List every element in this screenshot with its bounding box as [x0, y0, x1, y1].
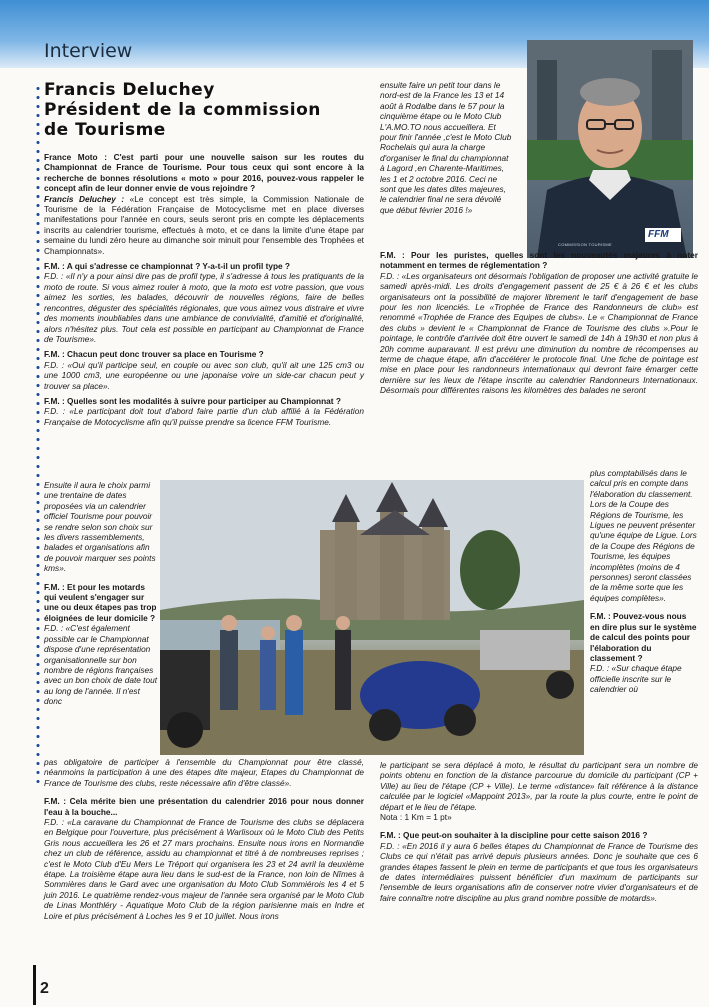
qa1-answer: F.D. : «Il n'y a pour ainsi dire pas de profil type, il s'adresse à tous les pratiquants de la moto de route. Si vous aimez rouler à moto, que la moto est votre passion, que vous aimez les sorties, les balades, découvrir de nouvelles régions, faire de belles rencontres, déguster des spécialités régionales, que vous aimez vous distraire et vivre des moments inoubliables dans une ambiance de convivialité, d'amitié et d'originalité, alors n'hésitez plus. Tout cela est possible en participant au Championnat de France de Tourisme». [44, 271, 364, 344]
qa7-question: F.M. : Pouvez-vous nous en dire plus sur le système de calcul des points pour l'élaboration du classement ? [590, 611, 697, 663]
title-line-role-2: de Tourisme [44, 120, 166, 140]
article-title [44, 80, 374, 140]
qa4-answer-cont: pas obligatoire de participer à l'ensemble du Championnat pour être classé, néanmoins la participation à une des étapes dite majeur, Etapes du Championnat de France de Tourisme des clubs, reste nécessaire afin d'être classé». [44, 757, 364, 788]
right-top-column [380, 80, 512, 220]
qa8-question: F.M. : Que peut-on souhaiter à la discipline pour cette saison 2016 ? [380, 830, 648, 841]
qa6-answer: F.D. : «Les organisateurs ont désormais l'obligation de proposer une activité gratuite le samedi après-midi. Les droits d'engagement passent de 25 € à 26 € et les clubs organisateurs ont la possibilité de majorer librement le tarif d'engagement de base pour les non licenciés. Le «Trophée de France des Randonneurs de club» est renommé «Trophée de France des Equipes de clubs». Le « Championnat de France des clubs » devient le « Championnat de France de Tourisme des clubs ».Pour le pointage, le contrôle d'arrivée doit être ouvert le samedi de 14h à 19h30 et non plus à 20h comme auparavant. Il est prévu une diminution du nombre de récompenses au terme de chaque étape, afin d'accélérer le protocole final. Une fiche de pointage est mise en place pour les randonneurs internationaux qui devront faire émarger cette dernière sur les lieux de l'étape inscrite au calendrier Randonneurs Internationaux. Désormais pour différentes raisons les kilomètres des balades ne seront [380, 270, 698, 396]
qa5-answer-cont: ensuite faire un petit tour dans le nord-est de la France les 13 et 14 août à Rodalbe dans le 57 pour la cinquième étape ou le Moto Club L'A.MO.TO nous accueillera. Et pour finir l'année ,c'est le Moto Club Rochelais qui aura la charge d'organiser le final du championnat à Lagord ,en Charente-Maritimes, les 1 et 2 octobre 2016. Ceci ne sont que les dates dites majeures, le calendrier final ne sera dévoilé que début février 2016 !» [380, 80, 512, 215]
qa2-question: F.M. : Chacun peut donc trouver sa place en Tourisme ? [44, 349, 264, 360]
qa8-answer: F.D. : «En 2016 il y aura 6 belles étapes du Championnat de France de Tourisme des Clubs ce qui n'était pas arrivé depuis plusieurs années. Donc je souhaite que ces 6 grandes étapes fassent le plein en terme de participants et que tous les organisateurs de dates intermédiaires puissent bénéficier d'un maximum de participants sur l'ensemble de leurs organisations afin de conserver notre vivier d'organisateurs et de faire connaître notre discipline au plus grand nombre possible de motards». [380, 840, 698, 903]
qa6-answer-cont: plus comptabilisés dans le calcul pris en compte dans l'élaboration du classement. Lors de la Coupe des Régions de Tourisme, les Ligues ne peuvent présenter qu'une équipe de Ligue. Lors de la Coupe des Régions de Tourisme, les équipes incomplètes (moins de 4 personnes) seront classées de la même sorte que les équipes complètes». [590, 468, 697, 603]
qa5-answer: F.D. : «La caravane du Championnat de France de Tourisme des clubs se déplacera en Belgique pour l'ouverture, plus précisément à Warlisoux où le Moto Club des Petits Gris nous accueillera les 26 et 27 mars prochains. Ensuite nous irons en Normandie chez un club de référence, assidu au championnat et titré à de nombreuses reprises ; c'est le Moto Club d'Eu Mers Le Tréport qui organisera les 23 et 24 avril la deuxième étape. La troisième étape aura lieu dans le sud-est de la France, non loin de Nîmes à Sommières dans le Gard avec une organisation du Moto Club Sommiérois les 4 et 5 juin 2016. Le quatrième rendez-vous majeur de l'année sera organisé par le Moto Club de Linas Monthléry - Aquatique Moto Club de la région parisienne mais en Indre et Loire et plus précisément à Loches les 9 et 10 juillet. Nous irons [44, 817, 364, 921]
portrait-photo [527, 40, 693, 258]
qa3-answer: F.D. : «Le participant doit tout d'abord faire partie d'un club affilié à la Fédération Française de Motocyclisme afin qu'il puisse prendre sa licence FFM Tourisme. [44, 406, 364, 427]
page-marker-bar [33, 965, 36, 1005]
intro-question: France Moto : C'est parti pour une nouvelle saison sur les routes du Championnat de France de Tourisme. Pour tous ceux qui sont encore à la recherche de bonnes résolutions « moto » pour 2016, pouvez-vous rappeler le concept afin de leur donner envie de vous rejoindre ? [44, 152, 364, 194]
right-column [380, 250, 698, 401]
qa7-note: Nota : 1 Km = 1 pt» [380, 812, 452, 823]
title-line-role: Président de la commission [44, 100, 321, 120]
event-photo [160, 480, 584, 755]
left-column [44, 152, 364, 432]
page-number: 2 [40, 980, 49, 997]
right-narrow-column [590, 468, 698, 700]
qa2-answer: F.D. : «Oui qu'il participe seul, en couple ou avec son club, qu'il ait une 125 cm3 ou une 1000 cm3, une européenne ou une japonaise voire un side-car chacun peut y trouver sa place». [44, 359, 364, 391]
qa4-answer: F.D. : «C'est également possible car le Championnat dispose d'une représentation organisationnelle sur bon nombre de régions françaises avec un bon choix de date tout au long de l'année. Il n'est donc [44, 623, 158, 707]
section-label: Interview [44, 40, 133, 62]
bottom-left-column [44, 757, 364, 926]
shirt-embroidery: COMMISSION TOURISME [558, 242, 613, 247]
qa7-answer: F.D. : «Sur chaque étape officielle inscrite sur le calendrier où [590, 663, 682, 695]
bottom-right-column [380, 760, 698, 908]
qa6-question: F.M. : Pour les puristes, quelles sont les nouveautés majeures à noter notamment en termes de réglementation ? [380, 250, 698, 271]
shirt-logo-text: FFM [648, 229, 669, 240]
qa3-question: F.M. : Quelles sont les modalités à suivre pour participer au Championnat ? [44, 395, 341, 406]
qa4-question: F.M. : Et pour les motards qui veulent s'engager sur une ou deux étapes pas trop éloignées de leur domicile ? [44, 581, 157, 623]
qa5-question: F.M. : Cela mérite bien une présentation du calendrier 2016 pour nous donner l'eau à la bouche... [44, 796, 364, 817]
qa3-answer-cont: Ensuite il aura le choix parmi une trentaine de dates proposées via un calendrier officiel Tourisme pour pouvoir se rendre selon son choix sur les divers rassemblements, balades et organisations afin de pouvoir marquer ses points kms». [44, 480, 156, 574]
intro-speaker: Francis Deluchey : [44, 193, 125, 204]
qa1-question: F.M. : A qui s'adresse ce championnat ? Y-a-t-il un profil type ? [44, 261, 290, 272]
title-line-name: Francis Deluchey [44, 80, 215, 100]
qa7-answer-cont: le participant se sera déplacé à moto, le résultat du participant sera un nombre de points obtenu en fonction de la distance parcourue du domicile du participant (CP + Ville) au lieu de l'étape (CP + Ville). Le terme «distance» fait référence à la distance calculée par le logiciel «Mappoint 2013», par la route la plus courte, entre le point de départ et le lieu de l'étape. [380, 760, 698, 812]
dotted-rule [35, 84, 41, 784]
left-photo-column [44, 480, 157, 712]
intro-answer: «Le concept est très simple, la Commission Nationale de Tourisme de la Fédération Française de Motocyclisme met en place diverses manifestations pour l'année en cours, seuls seront pris en compte les déplacements inscrits au calendrier tourisme, effectués à moto, et ce dans la limite d'une étape par semaine du lundi zéro heure au dimanche soir minuit pour l'ensemble des Trophées et Championnats». [44, 193, 364, 256]
